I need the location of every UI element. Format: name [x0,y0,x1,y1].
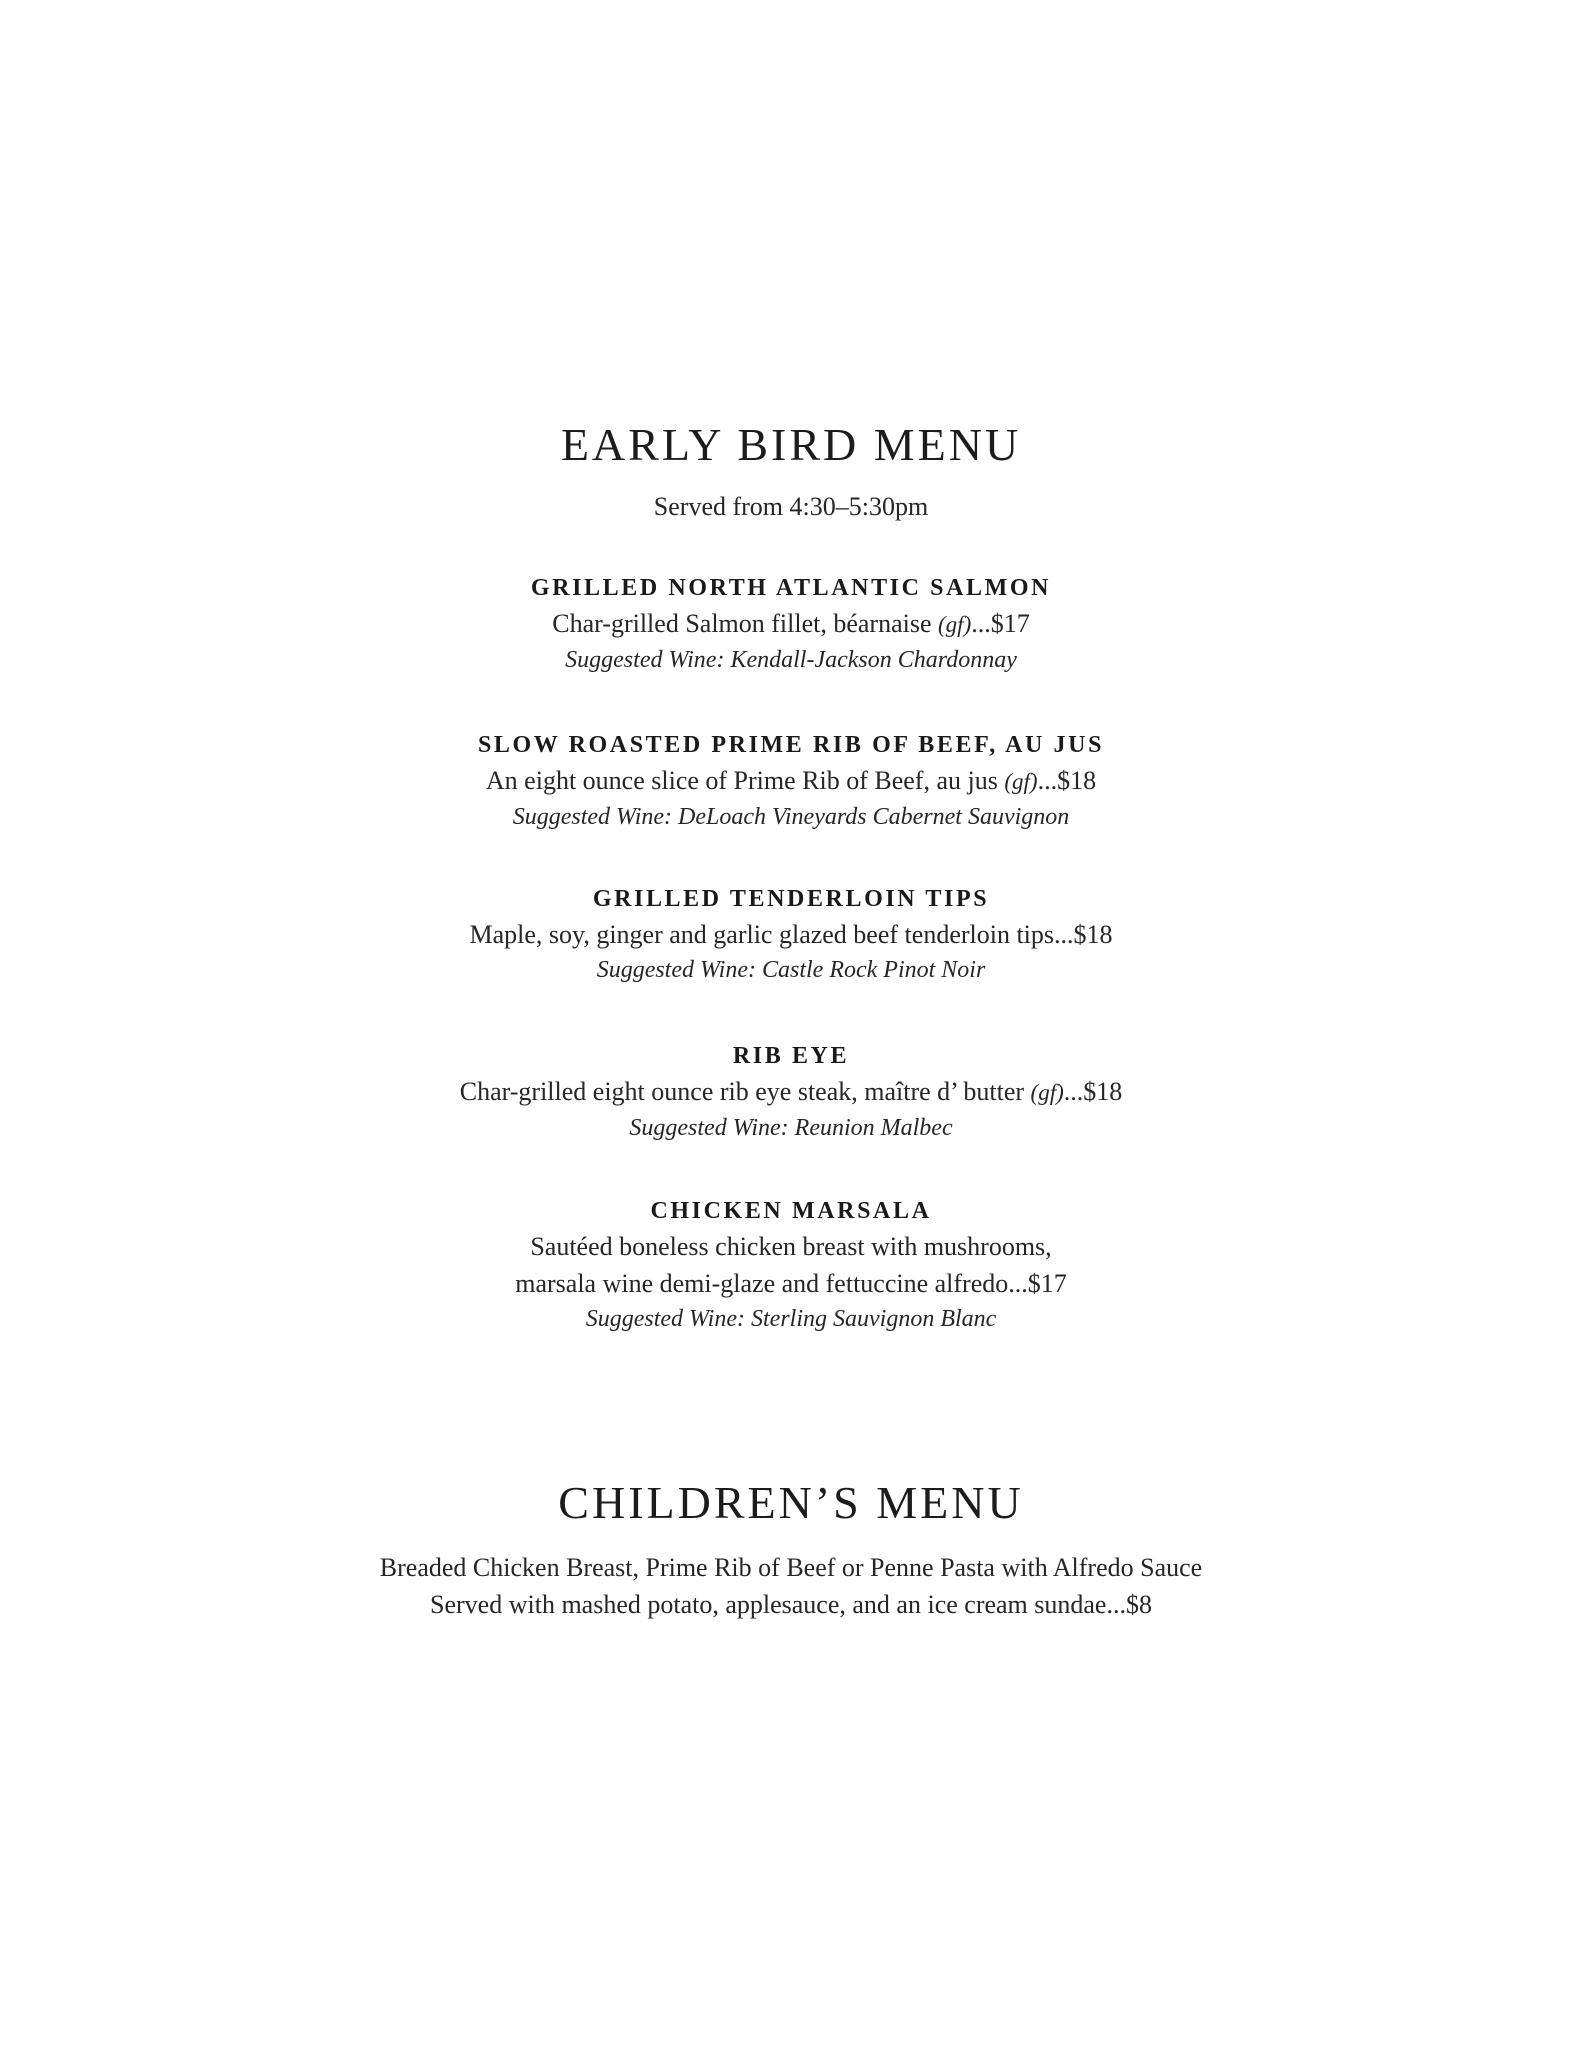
menu-item-chicken-marsala [0,1194,1582,1337]
suggested-wine: Suggested Wine: Reunion Malbec [629,1115,953,1141]
menu-item-description-line-1: Sautéed boneless chicken breast with mushrooms, [530,1232,1052,1261]
menu-item-salmon [0,571,1582,678]
menu-item-tenderloin-tips [0,882,1582,988]
menu-item-name: GRILLED NORTH ATLANTIC SALMON [530,575,1052,601]
menu-item-description [0,762,1582,800]
description-text: An eight ounce slice of Prime Rib of Beef, au jus [485,766,1005,795]
early-bird-menu-title: EARLY BIRD MENU [560,419,1022,470]
gluten-free-marker: (gf) [1030,1080,1064,1105]
menu-item-name: SLOW ROASTED PRIME RIB OF BEEF, AU JUS [477,732,1105,758]
menu-item-name: GRILLED TENDERLOIN TIPS [592,886,990,912]
childrens-menu-body [0,1549,1582,1623]
menu-item-name: CHICKEN MARSALA [650,1198,932,1224]
gluten-free-marker: (gf) [1004,769,1038,794]
description-text: Char-grilled eight ounce rib eye steak, maître d’ butter [459,1077,1031,1106]
menu-item-rib-eye [0,1039,1582,1146]
price-text: ...$18 [1063,1077,1123,1106]
suggested-wine: Suggested Wine: Kendall-Jackson Chardonnay [565,647,1017,673]
price-text: ...$17 [971,609,1030,638]
childrens-menu-title: CHILDREN’S MENU [558,1477,1024,1528]
childrens-menu-options: Breaded Chicken Breast, Prime Rib of Beef or Penne Pasta with Alfredo Sauce [379,1553,1203,1582]
menu-item-description-line-2: marsala wine demi-glaze and fettuccine alfredo...$17 [515,1269,1067,1298]
description-text: Char-grilled Salmon fillet, béarnaise [552,609,939,638]
gluten-free-marker: (gf) [938,612,972,637]
menu-item-description: Maple, soy, ginger and garlic glazed beef tenderloin tips...$18 [469,920,1113,949]
menu-item-name: RIB EYE [732,1043,850,1069]
early-bird-serving-hours: Served from 4:30–5:30pm [653,492,929,521]
suggested-wine: Suggested Wine: Sterling Sauvignon Blanc [585,1306,997,1332]
menu-item-description [0,1073,1582,1111]
suggested-wine: Suggested Wine: DeLoach Vineyards Cabernet Sauvignon [512,804,1070,830]
price-text: ...$18 [1037,766,1097,795]
menu-item-description [0,605,1582,643]
childrens-menu-sides-price: Served with mashed potato, applesauce, and an ice cream sundae...$8 [430,1590,1152,1619]
menu-item-prime-rib [0,728,1582,835]
suggested-wine: Suggested Wine: Castle Rock Pinot Noir [596,957,986,983]
